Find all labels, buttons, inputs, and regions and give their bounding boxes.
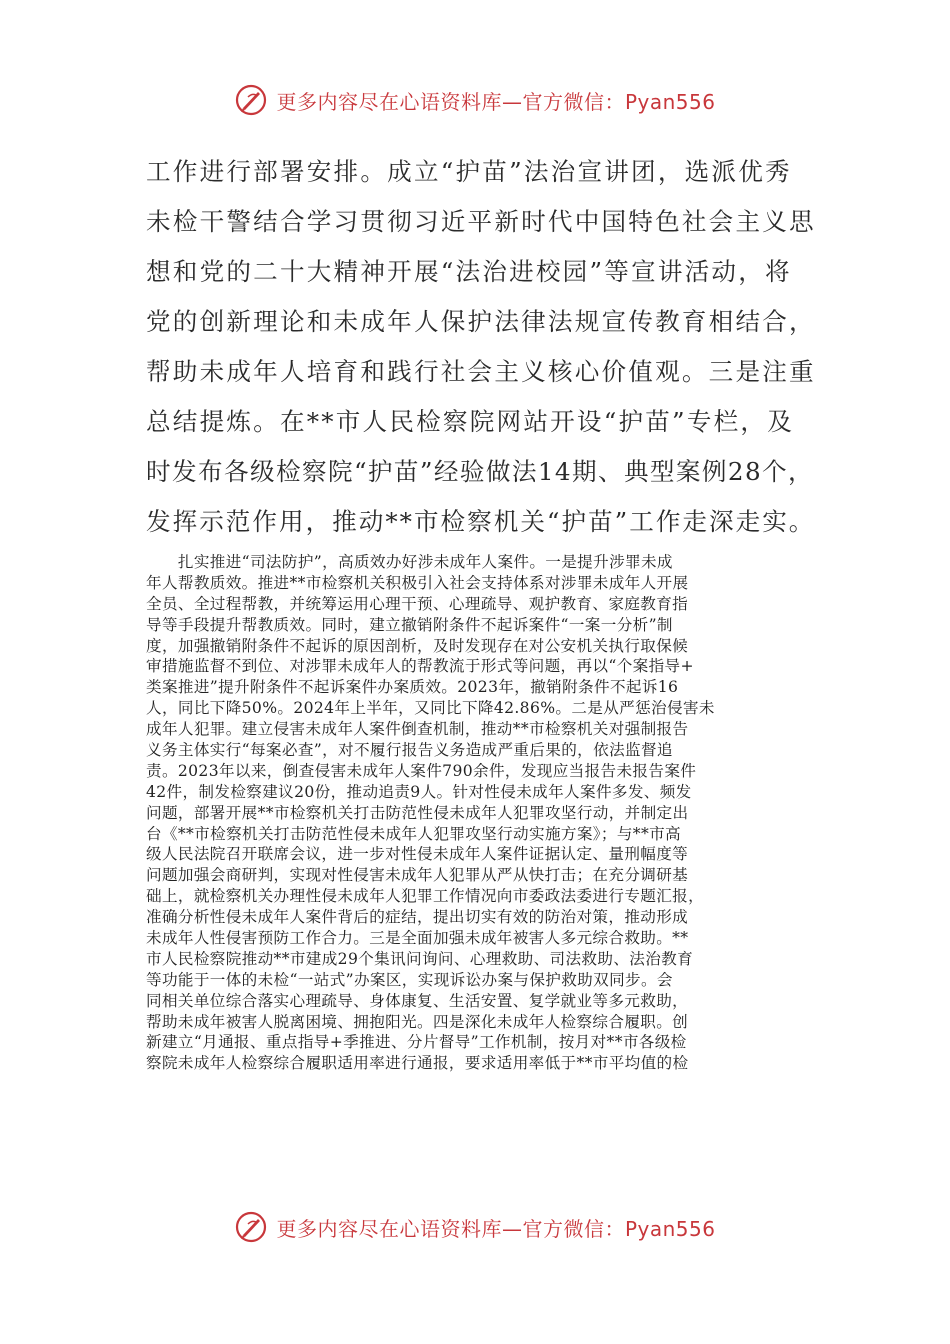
text-line: 时发布各级检察院“护苗”经验做法14期、典型案例28个， xyxy=(146,457,814,486)
header-banner-text: 更多内容尽在心语资料库—官方微信：Pyan556 xyxy=(276,89,716,114)
text-line: 准确分析性侵未成年人案件背后的症结，提出切实有效的防治对策，推动形成 xyxy=(146,908,689,927)
pen-logo-icon xyxy=(234,1210,268,1244)
footer-banner-text: 更多内容尽在心语资料库—官方微信：Pyan556 xyxy=(276,1216,716,1241)
text-line: 全员、全过程帮教，并统筹运用心理干预、心理疏导、观护教育、家庭教育指 xyxy=(146,594,689,613)
body-large-paragraph xyxy=(146,147,816,547)
footer-banner xyxy=(0,1210,950,1244)
text-line: 等功能于一体的未检“一站式”办案区，实现诉讼办案与保护救助双同步。会 xyxy=(146,970,673,989)
text-line: 问题加强会商研判，实现对性侵害未成年人犯罪从严从快打击；在充分调研基 xyxy=(146,866,689,885)
text-line: 成年人犯罪。建立侵害未成年人案件倒查机制，推动**市检察机关对强制报告 xyxy=(146,720,689,739)
text-line: 年人帮教质效。推进**市检察机关积极引入社会支持体系对涉罪未成年人开展 xyxy=(146,573,689,592)
text-line: 察院未成年人检察综合履职适用率进行通报，要求适用率低于**市平均值的检 xyxy=(146,1054,689,1073)
text-line: 台《**市检察机关打击防范性侵未成年人犯罪攻坚行动实施方案》；与**市高 xyxy=(146,824,681,843)
text-line: 级人民法院召开联席会议，进一步对性侵未成年人案件证据认定、量刑幅度等 xyxy=(146,845,689,864)
text-line: 导等手段提升帮教质效。同时，建立撤销附条件不起诉案件“一案一分析”制 xyxy=(146,615,673,634)
text-line: 新建立“月通报、重点指导+季推进、分片督导”工作机制，按月对**市各级检 xyxy=(146,1033,687,1052)
text-line: 发挥示范作用，推动**市检察机关“护苗”工作走深走实。 xyxy=(146,507,816,536)
header-banner xyxy=(0,83,950,117)
text-line: 未检干警结合学习贯彻习近平新时代中国特色社会主义思 xyxy=(146,207,816,236)
text-line: 人，同比下降50%。2024年上半年，又同比下降42.86%。二是从严惩治侵害未 xyxy=(146,699,715,718)
text-line: 帮助未成年被害人脱离困境、拥抱阳光。四是深化未成年人检察综合履职。创 xyxy=(146,1012,689,1031)
text-line: 度，加强撤销附条件不起诉的原因剖析，及时发现存在对公安机关执行取保候 xyxy=(146,636,689,655)
pen-logo-icon xyxy=(234,83,268,117)
body-small-paragraph xyxy=(146,552,816,1074)
text-line: 责。2023年以来，倒查侵害未成年人案件790余件，发现应当报告未报告案件 xyxy=(146,761,697,780)
text-line: 市人民检察院推动**市建成29个集讯问询问、心理救助、司法救助、法治教育 xyxy=(146,949,694,968)
text-line: 扎实推进“司法防护”，高质效办好涉未成年人案件。一是提升涉罪未成 xyxy=(146,553,673,571)
text-line: 工作进行部署安排。成立“护苗”法治宣讲团，选派优秀 xyxy=(146,157,792,186)
text-line: 础上，就检察机关办理性侵未成年人犯罪工作情况向市委政法委进行专题汇报， xyxy=(146,887,705,906)
text-line: 想和党的二十大精神开展“法治进校园”等宣讲活动，将 xyxy=(146,257,792,286)
text-line: 未成年人性侵害预防工作合力。三是全面加强未成年被害人多元综合救助。** xyxy=(146,929,689,948)
text-line: 帮助未成年人培育和践行社会主义核心价值观。三是注重 xyxy=(146,357,816,386)
text-line: 审措施监督不到位、对涉罪未成年人的帮教流于形式等问题，再以“个案指导+ xyxy=(146,657,694,676)
text-line: 类案推进”提升附条件不起诉案件办案质效。2023年，撤销附条件不起诉16 xyxy=(146,678,679,697)
text-line: 42件，制发检察建议20份，推动追责9人。针对性侵未成年人案件多发、频发 xyxy=(146,782,692,801)
text-line: 党的创新理论和未成年人保护法律法规宣传教育相结合， xyxy=(146,307,816,336)
text-line: 义务主体实行“每案必查”，对不履行报告义务造成严重后果的，依法监督追 xyxy=(146,741,673,760)
text-line: 总结提炼。在**市人民检察院网站开设“护苗”专栏，及 xyxy=(146,407,795,436)
text-line: 同相关单位综合落实心理疏导、身体康复、生活安置、复学就业等多元救助， xyxy=(146,991,689,1010)
text-line: 问题，部署开展**市检察机关打击防范性侵未成年人犯罪攻坚行动，并制定出 xyxy=(146,803,689,822)
